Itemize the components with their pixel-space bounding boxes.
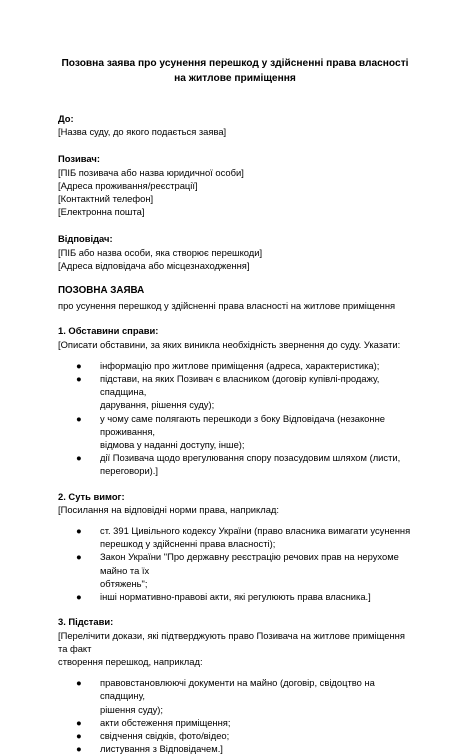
list-item-text: інформацію про житлове приміщення (адреса, характеристика); <box>100 359 380 371</box>
list-item-text: правовстановлюючі документи на майно (договір, свідоцтво на спадщину, <box>100 677 375 702</box>
list-item-text: Закон України "Про державну реєстрацію речових прав на нерухоме майно та їх <box>100 551 399 576</box>
list-item <box>58 372 412 412</box>
defendant-name-placeholder: [ПІБ або назва особи, яка створює перешкоди] <box>58 246 263 258</box>
defendant-address-placeholder: [Адреса відповідача або місцезнаходження] <box>58 259 250 271</box>
bullet-icon: ● <box>76 551 82 563</box>
list-item-text: відмова у наданні доступу, інше); <box>100 439 245 451</box>
bullet-icon: ● <box>76 729 82 741</box>
section-grounds <box>58 615 412 755</box>
list-item <box>58 676 412 716</box>
list-item-text: ст. 391 Цивільного кодексу України (право власника вимагати усунення <box>100 525 411 537</box>
claim-title: ПОЗОВНА ЗАЯВА <box>58 285 145 297</box>
section-heading: 3. Підстави: <box>58 616 114 628</box>
bullet-icon: ● <box>76 412 82 424</box>
list-item-text: підстави, на яких Позивач є власником (договір купівлі-продажу, спадщина, <box>100 373 380 398</box>
document-title: Позовна заява про усунення перешкод у здійсненні права власності на житлове приміщення <box>61 58 409 84</box>
section-intro: [Перелічити докази, які підтверджують право Позивача на житлове приміщення та факт <box>58 629 405 654</box>
bullet-icon: ● <box>76 591 82 603</box>
bullet-icon: ● <box>76 716 82 728</box>
list-item-text: у чому саме полягають перешкоди з боку Відповідача (незаконне проживання, <box>100 412 385 437</box>
section-circumstances <box>58 324 412 477</box>
list-item-text: рішення суду); <box>100 703 164 715</box>
plaintiff-email-placeholder: [Електронна пошта] <box>58 206 145 218</box>
claim-subtitle: про усунення перешкод у здійсненні права власності на житлове приміщення <box>58 300 396 312</box>
list-item-text: дарування, рішення суду); <box>100 399 215 411</box>
bullet-list <box>58 676 412 755</box>
list-item <box>58 524 412 550</box>
list-item <box>58 590 412 603</box>
court-name-placeholder: [Назва суду, до якого подається заява] <box>58 126 227 138</box>
list-item <box>58 359 412 372</box>
list-item-text: переговори).] <box>100 465 159 477</box>
list-item <box>58 451 412 477</box>
section-intro: [Описати обставини, за яких виникла необхідність звернення до суду. Указати: <box>58 338 401 350</box>
bullet-icon: ● <box>76 359 82 371</box>
plaintiff-block <box>58 152 412 218</box>
plaintiff-name-placeholder: [ПІБ позивача або назва юридичної особи] <box>58 166 244 178</box>
section-heading: 1. Обставини справи: <box>58 325 159 337</box>
defendant-block <box>58 232 412 272</box>
list-item-text: інші нормативно-правові акти, які регулюють права власника.] <box>100 591 371 603</box>
list-item <box>58 716 412 729</box>
defendant-heading: Відповідач: <box>58 233 113 245</box>
plaintiff-address-placeholder: [Адреса проживання/реєстрації] <box>58 179 198 191</box>
list-item-text: обтяжень"; <box>100 577 148 589</box>
bullet-list <box>58 359 412 478</box>
bullet-icon: ● <box>76 525 82 537</box>
list-item-text: дії Позивача щодо врегулювання спору позасудовим шляхом (листи, <box>100 452 401 464</box>
bullet-icon: ● <box>76 452 82 464</box>
list-item <box>58 412 412 452</box>
list-item <box>58 550 412 590</box>
list-item-text: акти обстеження приміщення; <box>100 716 231 728</box>
claim-header <box>58 284 412 312</box>
bullet-icon: ● <box>76 677 82 689</box>
list-item <box>58 742 412 755</box>
list-item-text: листування з Відповідачем.] <box>100 743 223 755</box>
list-item <box>58 729 412 742</box>
section-intro: [Посилання на відповідні норми права, наприклад: <box>58 503 279 515</box>
to-block <box>58 112 412 138</box>
bullet-icon: ● <box>76 373 82 385</box>
plaintiff-phone-placeholder: [Контактний телефон] <box>58 193 154 205</box>
list-item-text: свідчення свідків, фото/відео; <box>100 729 230 741</box>
to-heading: До: <box>58 113 74 124</box>
bullet-icon: ● <box>76 743 82 755</box>
bullet-list <box>58 524 412 603</box>
list-item-text: перешкод у здійсненні права власності); <box>100 538 276 550</box>
section-heading: 2. Суть вимог: <box>58 490 125 502</box>
section-claims <box>58 490 412 604</box>
plaintiff-heading: Позивач: <box>58 153 100 165</box>
section-intro: створення перешкод, наприклад: <box>58 655 203 667</box>
